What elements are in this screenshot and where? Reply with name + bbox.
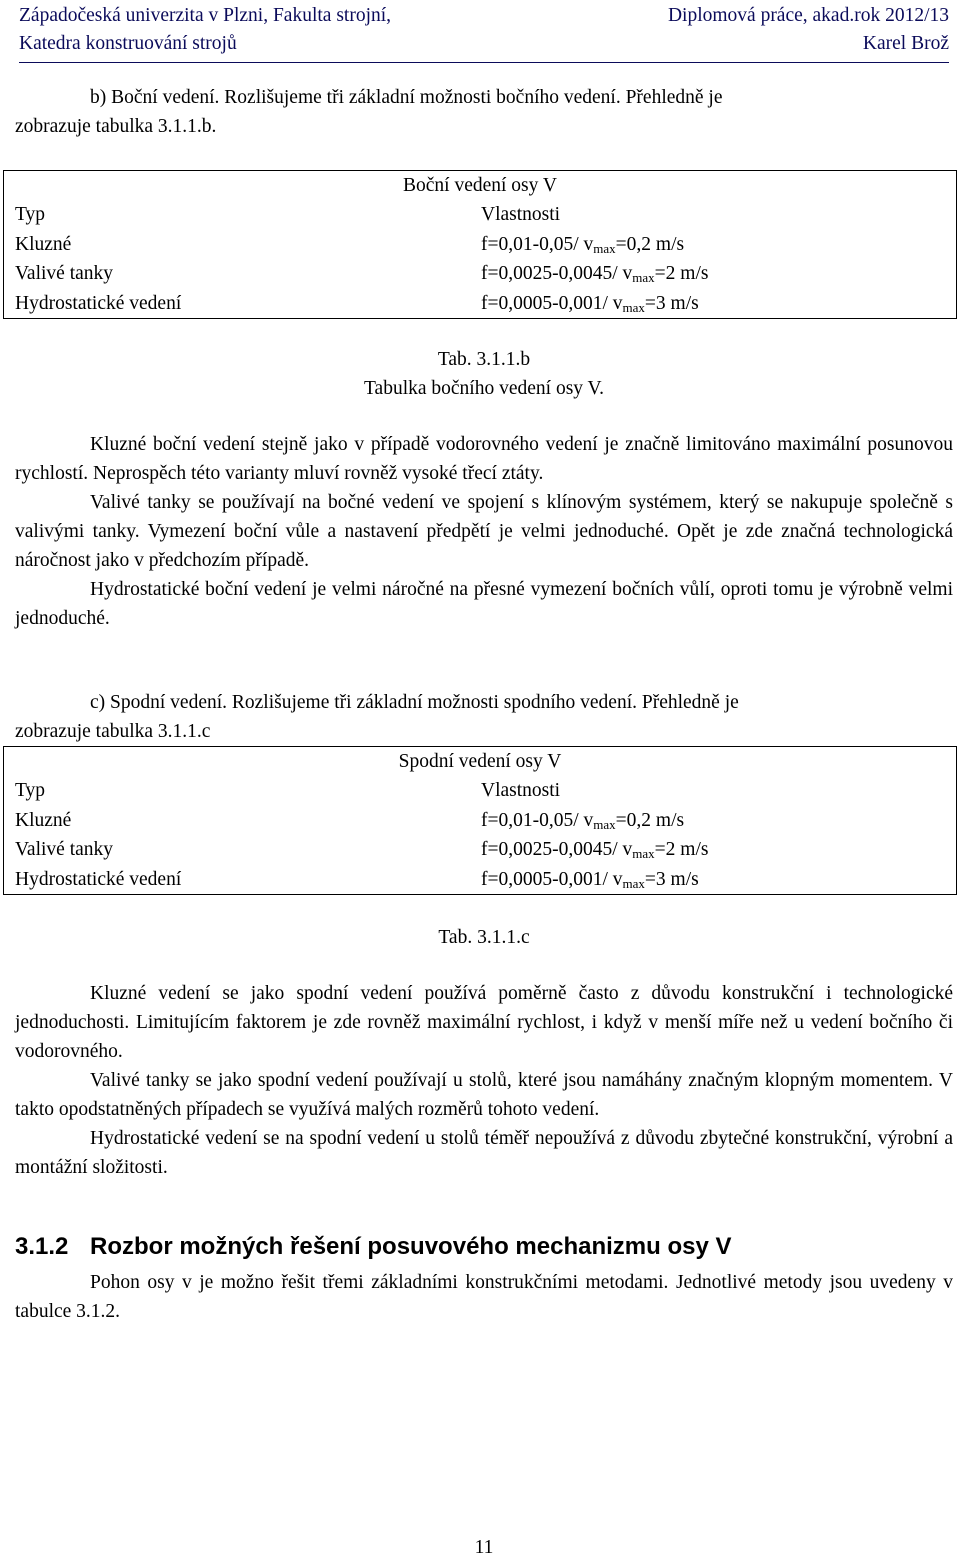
section-c-intro-line1: c) Spodní vedení. Rozlišujeme tři základní možnosti spodního vedení. Přehledně je [90,692,739,713]
table-row [4,259,956,289]
table-cell-type: Hydrostatické vedení [15,292,182,314]
section-b-body [15,430,953,633]
header-thesis: Diplomová práce, akad.rok 2012/13 [667,5,949,26]
section-heading [15,1232,731,1261]
paragraph: Kluzné boční vedení stejně jako v případě vodorovného vedení je značně limitováno maximální posunovou rychlostí. Neprospěch této varianty mluví rovněž vysoké třecí ztáty. [15,434,953,484]
table-header-row [4,200,956,230]
table-header-vlastnosti: Vlastnosti [481,780,561,801]
section-number: 3.1.2 [15,1233,69,1260]
paragraph: Kluzné vedení se jako spodní vedení používá poměrně často z důvodu konstrukční i technologické jednoduchosti. Limitujícím faktorem je zde rovněž maximální rychlost, i když v menší míře než u vedení bočního či vodorovného. [15,983,953,1062]
table-header-vlastnosti: Vlastnosti [481,204,561,225]
table-cell-props: f=0,01-0,05/ $v_{max}=0,2$ m/s [481,809,685,832]
table-cell-type: Kluzné [15,809,72,831]
paragraph: Hydrostatické vedení se na spodní vedení u stolů téměř nepoužívá z důvodu zbytečné konstrukční, výrobní a montážní složitosti. [15,1128,953,1178]
paragraph: Valivé tanky se jako spodní vedení používají u stolů, které jsou namáhány značným klopným momentem. V takto opodstatněných případech se využívá malých rozměrů tohoto vedení. [15,1070,953,1120]
table-header-typ: Typ [15,780,46,801]
section-b-intro-line2: zobrazuje tabulka 3.1.1.b. [15,116,217,137]
table-row [4,289,956,319]
table-title: Boční vedení osy V [402,175,557,196]
section-c-intro-line2: zobrazuje tabulka 3.1.1.c [15,721,211,742]
section-c-intro [15,688,953,746]
table-cell-type: Valivé tanky [15,263,114,284]
table-header-typ: Typ [15,204,46,225]
header-department: Katedra konstruování strojů [19,33,237,54]
table-row [4,835,956,865]
page-header [19,2,949,58]
document-page [15,0,955,1559]
table-caption: Tab. 3.1.1.c [438,927,530,948]
caption-text: Tabulka bočního vedení osy V. [363,378,604,399]
table-row [4,865,956,895]
caption-number: Tab. 3.1.1.b [437,349,531,370]
table-row [4,806,956,836]
table-cell-type: Kluzné [15,233,72,255]
table-cell-type: Hydrostatické vedení [15,868,182,890]
section-b-intro-line1: b) Boční vedení. Rozlišujeme tři základní možnosti bočního vedení. Přehledně je [90,87,723,108]
table-cell-type: Valivé tanky [15,839,114,860]
table-caption [15,345,953,403]
table-row [4,230,956,260]
table-cell-props: f=0,0025-0,0045/ $v_{max}=2$ m/s [481,839,709,861]
table-bocni-vedeni [3,170,957,319]
section-312-body [15,1268,953,1326]
header-university: Západočeská univerzita v Plzni, Fakulta strojní, [19,5,392,26]
table-title: Spodní vedení osy V [398,751,562,772]
paragraph: Valivé tanky se používají na bočné vedení ve spojení s klínovým systémem, který se nakupuje společně s valivými tanky. Vymezení boční vůle a nastavení předpětí je velmi jednoduché. Opět je zde značná technologická náročnost jako v předchozím případě. [15,492,953,571]
table-cell-props: f=0,0025-0,0045/ $v_{max}=2$ m/s [481,263,709,285]
table-cell-props: f=0,0005-0,001/ $v_{max}=3$ m/s [481,868,699,891]
section-c-body [15,979,953,1182]
section-title: Rozbor možných řešení posuvového mechanizmu osy V [90,1233,732,1260]
table-cell-props: f=0,0005-0,001/ $v_{max}=3$ m/s [481,292,699,315]
page-number: 11 [474,1537,494,1558]
header-divider [19,62,949,63]
section-b-intro [15,83,953,141]
table-spodni-vedeni [3,746,957,895]
table-cell-props: f=0,01-0,05/ $v_{max}=0,2$ m/s [481,233,685,256]
table-header-row [4,776,956,806]
paragraph: Pohon osy v je možno řešit třemi základními konstrukčními metodami. Jednotlivé metody jsou uvedeny v tabulce 3.1.2. [15,1272,953,1322]
header-author: Karel Brož [862,33,949,54]
paragraph: Hydrostatické boční vedení je velmi náročné na přesné vymezení bočních vůlí, oproti tomu je výrobně velmi jednoduché. [15,579,953,629]
